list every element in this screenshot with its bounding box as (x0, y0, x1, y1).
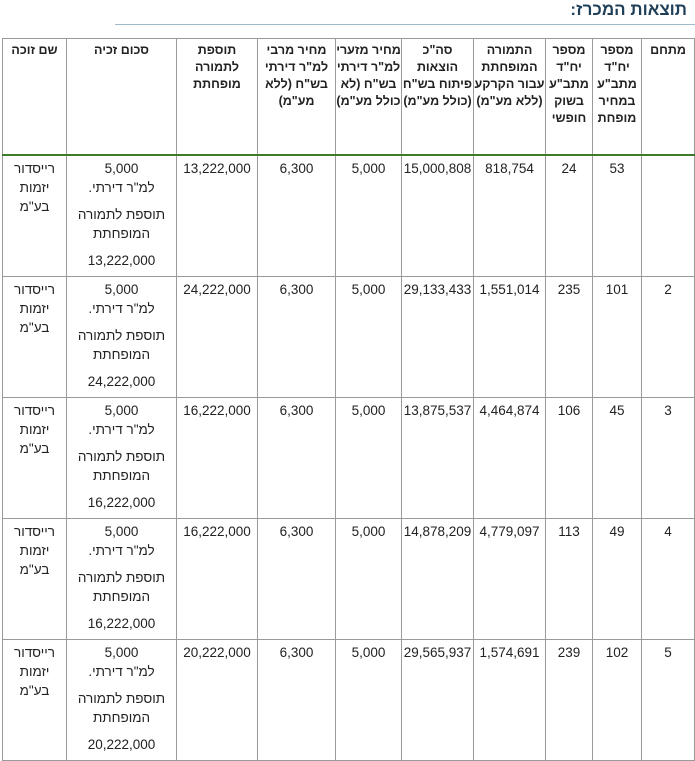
cell-min-price: 5,000 (336, 155, 402, 277)
cell-winner (3, 398, 67, 519)
cell-development-costs: 13,875,537 (402, 398, 474, 519)
cell-units-free: 113 (546, 519, 593, 640)
cell-complex: 2 (642, 277, 695, 398)
header-units-free: מספר יח"ד מתב"ע בשוק חופשי (546, 39, 593, 156)
spacer (67, 681, 176, 689)
spacer (67, 485, 176, 493)
cell-min-price: 5,000 (336, 640, 402, 761)
win-amount-line2: למ"ר דירתי. (88, 664, 155, 679)
cell-win-amount (67, 519, 177, 640)
win-amount-line4: המופחתת (92, 710, 151, 725)
win-amount-line4: המופחתת (92, 468, 151, 483)
cell-units-reduced: 101 (593, 277, 642, 398)
spacer (67, 606, 176, 614)
header-max-price: מחיר מרבי למ"ר דירתי בש"ח (ללא מע"מ) (258, 39, 336, 156)
spacer (67, 364, 176, 372)
spacer (67, 318, 176, 326)
cell-min-price: 5,000 (336, 398, 402, 519)
cell-units-reduced: 53 (593, 155, 642, 277)
spacer (67, 197, 176, 205)
cell-min-price: 5,000 (336, 277, 402, 398)
results-table (2, 38, 695, 761)
cell-units-free: 106 (546, 398, 593, 519)
cell-reduced-consideration: 4,464,874 (474, 398, 546, 519)
cell-units-reduced: 102 (593, 640, 642, 761)
winner-name-line: יזמות (19, 543, 50, 558)
spacer (67, 727, 176, 735)
cell-win-amount (67, 155, 177, 277)
win-amount-line5: 24,222,000 (87, 374, 156, 389)
win-amount-line2: למ"ר דירתי. (88, 180, 155, 195)
cell-max-price: 6,300 (258, 640, 336, 761)
cell-reduced-consideration: 818,754 (474, 155, 546, 277)
spacer (67, 439, 176, 447)
cell-addition: 13,222,000 (177, 155, 258, 277)
table-row (3, 640, 695, 761)
cell-min-price: 5,000 (336, 519, 402, 640)
header-units-reduced: מספר יח"ד מתב"ע במחיר מופחת (593, 39, 642, 156)
table-row (3, 277, 695, 398)
cell-development-costs: 15,000,808 (402, 155, 474, 277)
table-row (3, 155, 695, 277)
win-amount-line3: תוספת לתמורה (77, 449, 166, 464)
header-min-price: מחיר מזערי למ"ר דירתי בש"ח (לא כולל מע"מ) (336, 39, 402, 156)
header-addition: תוספת לתמורה מופחתת (177, 39, 258, 156)
winner-name-line: רייסדור (13, 161, 55, 176)
cell-development-costs: 14,878,209 (402, 519, 474, 640)
winner-name-line: יזמות (19, 422, 50, 437)
table-header-row (3, 39, 695, 156)
header-complex: מתחם (642, 39, 695, 156)
cell-max-price: 6,300 (258, 519, 336, 640)
cell-winner (3, 155, 67, 277)
cell-addition: 16,222,000 (177, 398, 258, 519)
winner-name-line: יזמות (19, 180, 50, 195)
cell-units-free: 239 (546, 640, 593, 761)
cell-max-price: 6,300 (258, 277, 336, 398)
cell-units-free: 235 (546, 277, 593, 398)
win-amount-main: 5,000 (104, 524, 139, 539)
win-amount-line5: 16,222,000 (87, 495, 156, 510)
win-amount-line3: תוספת לתמורה (77, 207, 166, 222)
win-amount-line5: 13,222,000 (87, 253, 156, 268)
winner-name-line: רייסדור (13, 282, 55, 297)
cell-addition: 24,222,000 (177, 277, 258, 398)
win-amount-line4: המופחתת (92, 226, 151, 241)
cell-reduced-consideration: 1,574,691 (474, 640, 546, 761)
cell-reduced-consideration: 1,551,014 (474, 277, 546, 398)
winner-name-line: בע"מ (19, 320, 50, 335)
winner-name-line: רייסדור (13, 524, 55, 539)
cell-units-reduced: 49 (593, 519, 642, 640)
cell-units-reduced: 45 (593, 398, 642, 519)
cell-win-amount (67, 640, 177, 761)
cell-addition: 16,222,000 (177, 519, 258, 640)
cell-winner (3, 519, 67, 640)
cell-reduced-consideration: 4,779,097 (474, 519, 546, 640)
win-amount-line3: תוספת לתמורה (77, 570, 166, 585)
winner-name-line: יזמות (19, 301, 50, 316)
win-amount-line4: המופחתת (92, 347, 151, 362)
cell-complex (642, 155, 695, 277)
header-development-costs: סה"כ הוצאות פיתוח בש"ח (כולל מע"מ) (402, 39, 474, 156)
cell-max-price: 6,300 (258, 398, 336, 519)
table-row (3, 519, 695, 640)
win-amount-main: 5,000 (104, 161, 139, 176)
win-amount-line3: תוספת לתמורה (77, 691, 166, 706)
title-bar (115, 0, 695, 25)
winner-name-line: רייסדור (13, 645, 55, 660)
cell-units-free: 24 (546, 155, 593, 277)
winner-name-line: בע"מ (19, 683, 50, 698)
cell-addition: 20,222,000 (177, 640, 258, 761)
cell-winner (3, 277, 67, 398)
cell-max-price: 6,300 (258, 155, 336, 277)
win-amount-main: 5,000 (104, 645, 139, 660)
win-amount-line2: למ"ר דירתי. (88, 422, 155, 437)
winner-name-line: בע"מ (19, 441, 50, 456)
winner-name-line: בע"מ (19, 562, 50, 577)
win-amount-line2: למ"ר דירתי. (88, 543, 155, 558)
table-row (3, 398, 695, 519)
header-winner: שם זוכה (3, 39, 67, 156)
win-amount-main: 5,000 (104, 282, 139, 297)
cell-development-costs: 29,565,937 (402, 640, 474, 761)
winner-name-line: יזמות (19, 664, 50, 679)
win-amount-line2: למ"ר דירתי. (88, 301, 155, 316)
spacer (67, 560, 176, 568)
win-amount-line4: המופחתת (92, 589, 151, 604)
win-amount-line5: 20,222,000 (87, 737, 156, 752)
cell-complex: 3 (642, 398, 695, 519)
win-amount-line3: תוספת לתמורה (77, 328, 166, 343)
win-amount-main: 5,000 (104, 403, 139, 418)
header-reduced-consideration: התמורה המופחתת עבור הקרקע (ללא מע"מ) (474, 39, 546, 156)
page-title: תוצאות המכרז: (570, 0, 687, 19)
winner-name-line: רייסדור (13, 403, 55, 418)
cell-complex: 5 (642, 640, 695, 761)
cell-win-amount (67, 398, 177, 519)
cell-development-costs: 29,133,433 (402, 277, 474, 398)
win-amount-line5: 16,222,000 (87, 616, 156, 631)
cell-win-amount (67, 277, 177, 398)
header-win-amount: סכום זכיה (67, 39, 177, 156)
spacer (67, 243, 176, 251)
winner-name-line: בע"מ (19, 199, 50, 214)
cell-winner (3, 640, 67, 761)
cell-complex: 4 (642, 519, 695, 640)
